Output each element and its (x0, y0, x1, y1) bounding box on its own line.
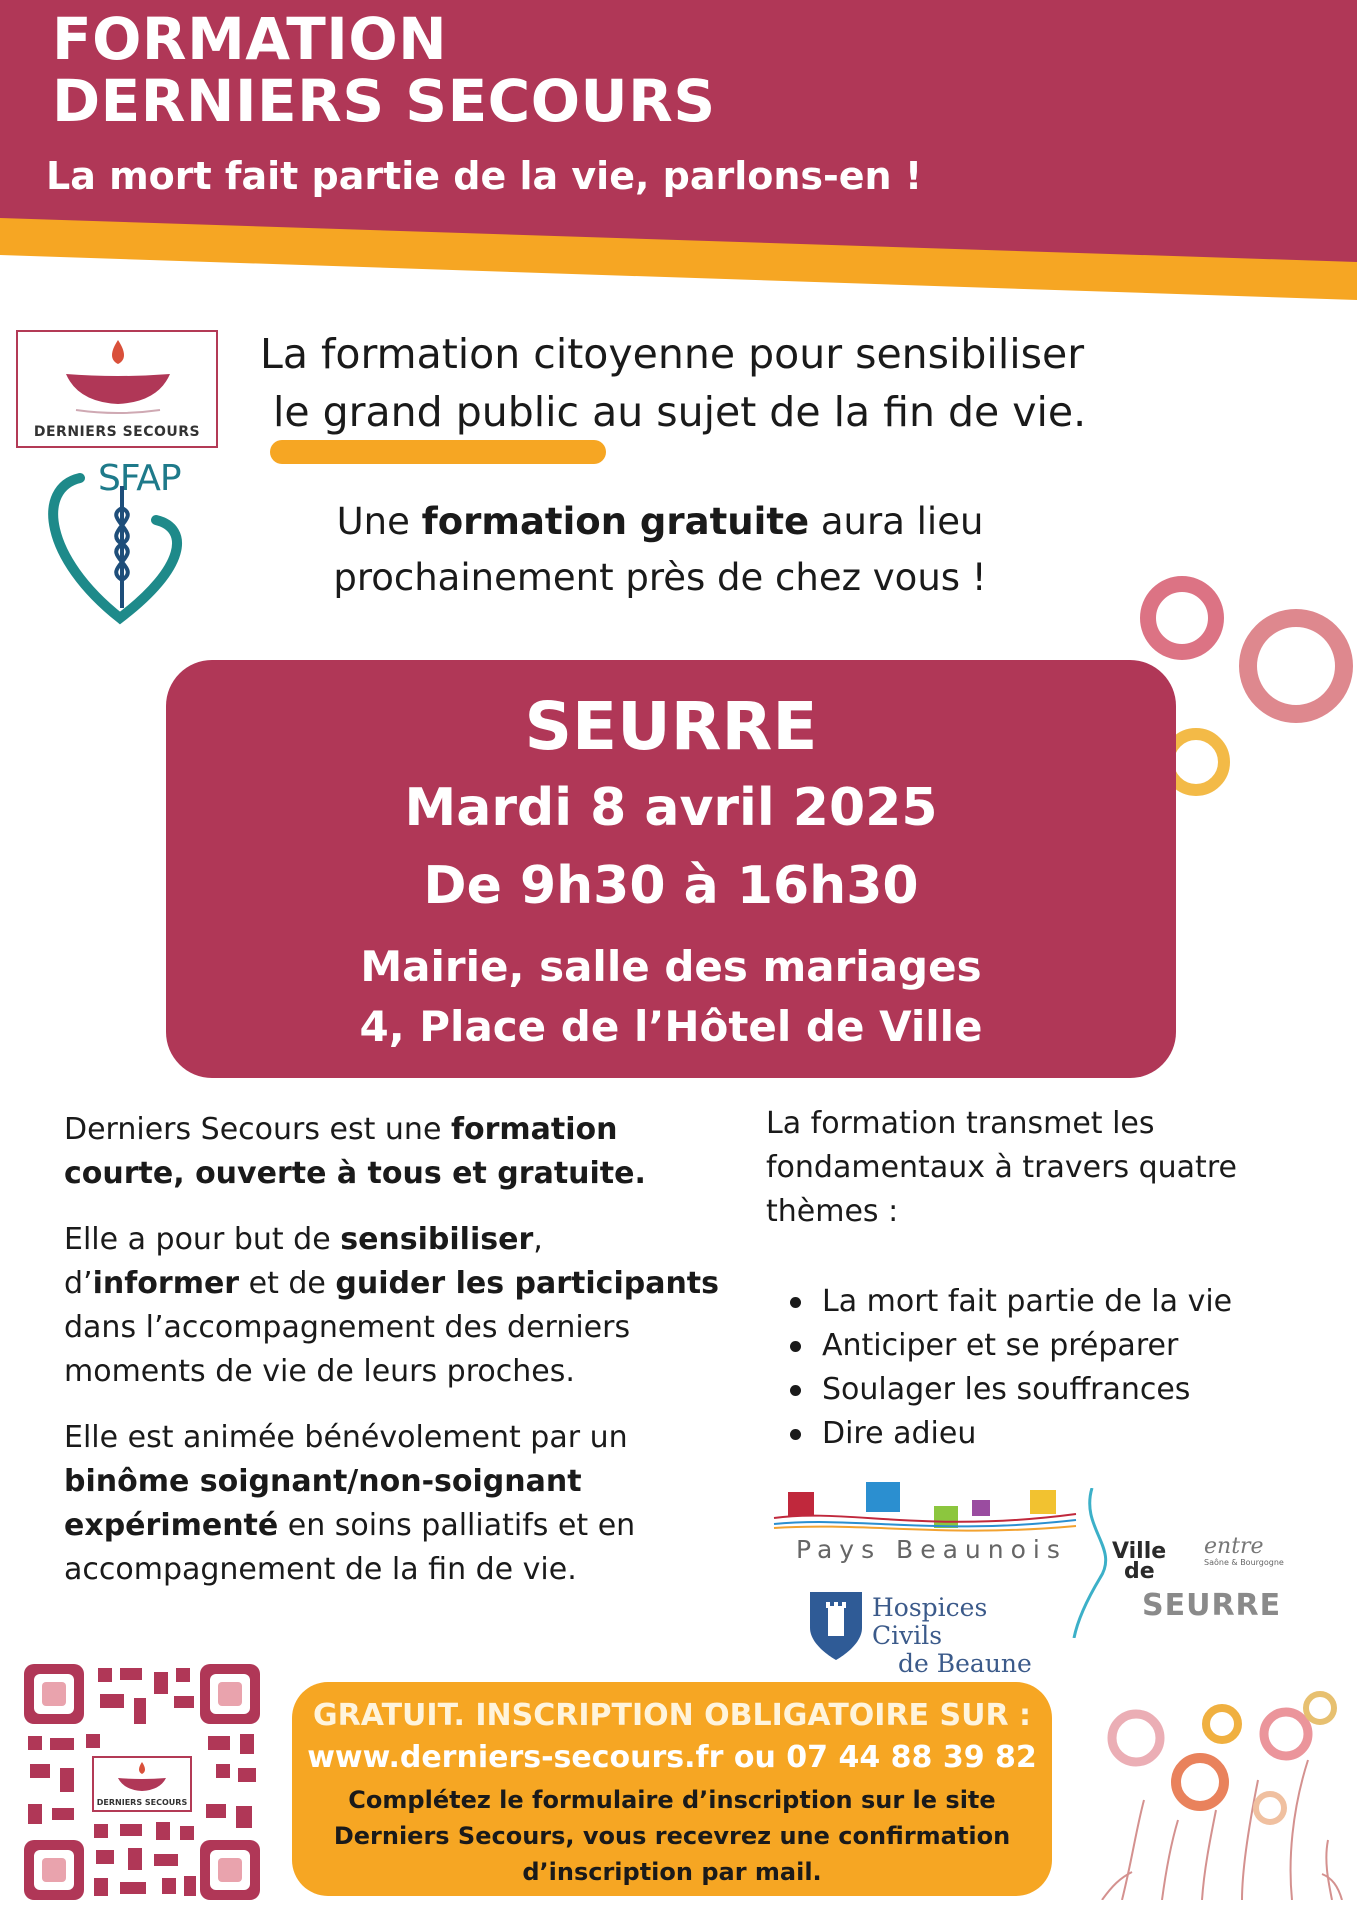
p2-bold-informer: informer (92, 1266, 240, 1301)
event-box (166, 660, 1176, 1078)
theme-label: Dire adieu (822, 1416, 977, 1451)
p1-text: Derniers Secours est une (64, 1112, 451, 1147)
hospices-text (872, 1594, 1056, 1678)
qr-center-text: DERNIERS SECOURS (96, 1798, 188, 1807)
p1-bold-2: courte, ouverte à tous et gratuite. (64, 1156, 646, 1191)
registration-line5: d’inscription par mail. (522, 1858, 822, 1886)
bullet-icon (790, 1341, 801, 1352)
invite-post: aura lieu (809, 500, 984, 543)
bullet-icon (790, 1429, 801, 1440)
intro-line2-rest: au sujet de la fin de vie. (579, 388, 1087, 436)
registration-heading: GRATUIT. INSCRIPTION OBLIGATOIRE SUR : (312, 1698, 1031, 1733)
pays-beaunois-graphic (766, 1478, 1084, 1538)
candle-bowl-icon (94, 1758, 190, 1796)
ville-de-seurre-logo (1070, 1488, 1284, 1638)
invite-line2: prochainement près de chez vous ! (333, 556, 987, 599)
derniers-secours-logo (16, 330, 218, 448)
list-item (786, 1324, 1232, 1368)
ville-line1: Ville (1112, 1539, 1167, 1564)
highlight-underline (270, 440, 606, 464)
hospices-line1: Hospices Civils (872, 1593, 988, 1650)
p2-bold-guider: guider les participants (335, 1266, 720, 1301)
registration-line3: Complétez le formulaire d’inscription sur le site (348, 1786, 996, 1814)
p3-bold-binome: binôme soignant/non-soignant (64, 1464, 582, 1499)
description-paragraph-2 (64, 1218, 754, 1394)
hospices-line2: de Beaune (898, 1649, 1032, 1678)
themes-intro-line3: thèmes : (766, 1194, 899, 1229)
header-subtitle: La mort fait partie de la vie, parlons-en ! (46, 154, 923, 198)
p3-d: en soins palliatifs et en (278, 1508, 636, 1543)
candle-bowl-icon (18, 332, 216, 422)
event-time: De 9h30 à 16h30 (423, 856, 919, 916)
theme-label: Soulager les souffrances (822, 1372, 1191, 1407)
saone-text: Saône & Bourgogne (1204, 1558, 1284, 1567)
sfap-logo (36, 458, 196, 628)
pays-beaunois-logo (766, 1478, 1084, 1568)
invite-bold: formation gratuite (421, 500, 810, 543)
list-item (786, 1368, 1232, 1412)
bullet-icon (790, 1385, 801, 1396)
registration-line4: Derniers Secours, vous recevrez une confirmation (333, 1822, 1011, 1850)
caduceus-heart-icon (36, 458, 196, 628)
pays-beaunois-text: Pays Beaunois (796, 1535, 1067, 1564)
themes-intro-line2: fondamentaux à travers quatre (766, 1150, 1237, 1185)
decorative-flowers (1092, 1690, 1354, 1900)
p2-text: Elle a pour but de (64, 1222, 341, 1257)
themes-intro (766, 1102, 1326, 1234)
p3-bold-experimente: expérimenté (64, 1508, 279, 1543)
header-title-line1: FORMATION (52, 5, 448, 73)
bullet-icon (790, 1297, 801, 1308)
p2-f: et de (239, 1266, 336, 1301)
event-address: 4, Place de l’Hôtel de Ville (359, 1002, 983, 1051)
themes-list (786, 1280, 1232, 1456)
p2-comma: , (533, 1222, 543, 1257)
sfap-logo-text: SFAP (98, 458, 181, 499)
event-date: Mardi 8 avril 2025 (404, 778, 938, 838)
list-item (786, 1280, 1232, 1324)
ville-text (1112, 1539, 1167, 1584)
theme-label: La mort fait partie de la vie (822, 1284, 1233, 1319)
seurre-text: SEURRE (1142, 1588, 1282, 1623)
event-venue: Mairie, salle des mariages (360, 942, 982, 991)
hospices-beaune-logo (806, 1588, 1056, 1678)
p2-bold-sensibiliser: sensibiliser (340, 1222, 534, 1257)
p2-i: moments de vie de leurs proches. (64, 1354, 575, 1389)
list-item (786, 1412, 1232, 1456)
intro-line2 (273, 388, 1163, 436)
registration-link[interactable]: www.derniers-secours.fr ou 07 44 88 39 82 (307, 1740, 1037, 1775)
qr-code[interactable] (24, 1664, 260, 1900)
p1-bold: formation (450, 1112, 618, 1147)
description-paragraph-1 (64, 1108, 754, 1196)
p2-d: d’ (64, 1266, 93, 1301)
themes-intro-line1: La formation transmet les (766, 1106, 1155, 1141)
registration-box (292, 1682, 1052, 1896)
theme-label: Anticiper et se préparer (822, 1328, 1179, 1363)
description-paragraph-3 (64, 1416, 754, 1592)
shield-icon (806, 1588, 866, 1664)
p3-text: Elle est animée bénévolement par un (64, 1420, 628, 1455)
entre-text: entre (1204, 1534, 1264, 1559)
qr-center-logo (92, 1756, 192, 1812)
p2-h: dans l’accompagnement des derniers (64, 1310, 631, 1345)
p3-e: accompagnement de la fin de vie. (64, 1552, 577, 1587)
derniers-secours-logo-text: DERNIERS SECOURS (33, 424, 201, 440)
ville-line2: de (1124, 1559, 1155, 1584)
intro-highlight: le grand public (273, 388, 580, 436)
invite-pre: Une (336, 500, 422, 543)
invite-line1 (220, 494, 1100, 550)
header-title-line2: DERNIERS SECOURS (52, 67, 716, 135)
event-city: SEURRE (524, 688, 818, 765)
intro-line1: La formation citoyenne pour sensibiliser (260, 330, 1085, 378)
